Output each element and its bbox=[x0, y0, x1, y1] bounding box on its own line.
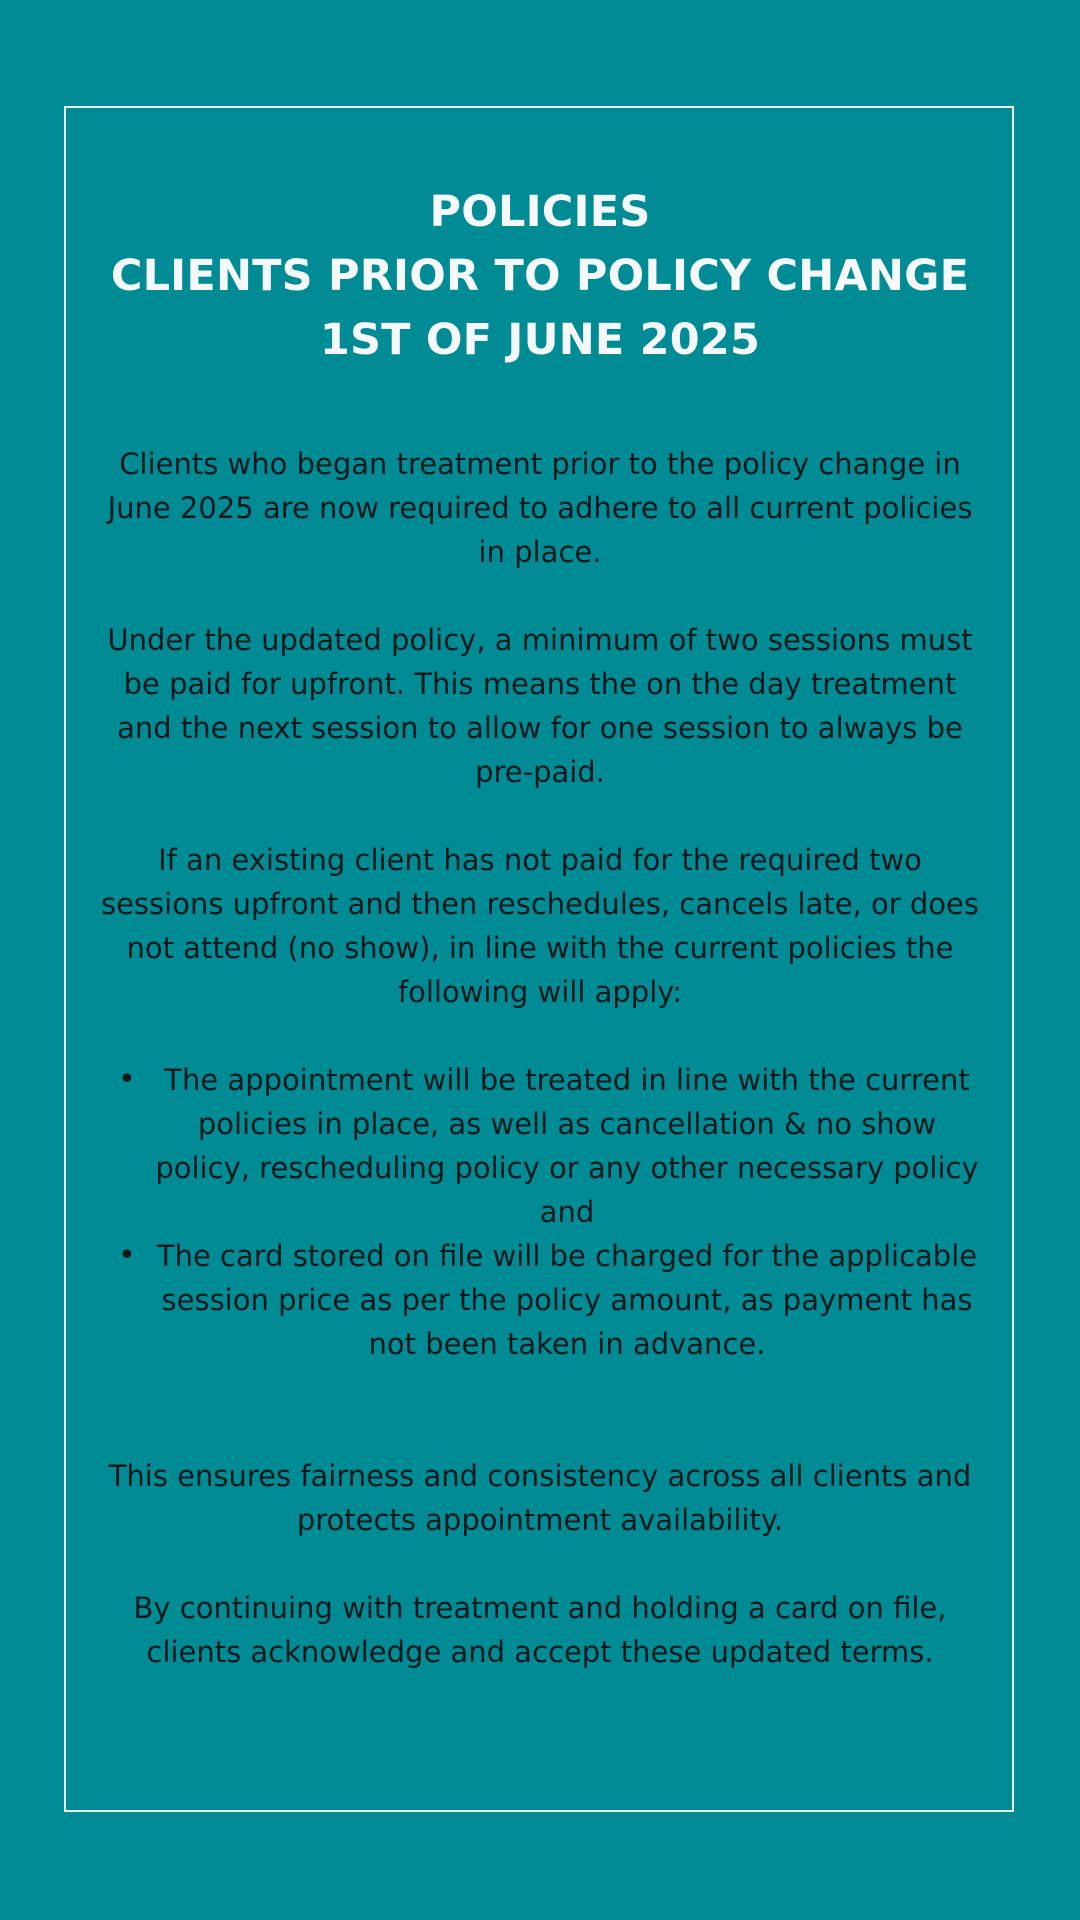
list-item bbox=[94, 1234, 986, 1366]
list-item-text: The appointment will be treated in line with the current policies in place, as well as cancellation & no show policy, rescheduling policy or any other necessary policy and bbox=[155, 1063, 979, 1229]
bullet-icon: • bbox=[118, 1238, 136, 1273]
paragraph-acknowledgement: By continuing with treatment and holding a card on file, clients acknowledge and accept these updated terms. bbox=[133, 1591, 947, 1669]
policy-body bbox=[94, 442, 986, 1718]
spacer bbox=[94, 1366, 986, 1454]
title-line-clients-prior: CLIENTS PRIOR TO POLICY CHANGE bbox=[110, 251, 970, 301]
page-title bbox=[0, 180, 1080, 372]
paragraph-adherence: Clients who began treatment prior to the policy change in June 2025 are now required to adhere to all current policies in place. bbox=[107, 447, 973, 569]
list-item-text: The card stored on file will be charged for the applicable session price as per the policy amount, as payment has not been taken in advance. bbox=[156, 1239, 978, 1361]
bullet-icon: • bbox=[118, 1062, 136, 1097]
title-line-policies: POLICIES bbox=[429, 187, 651, 237]
title-line-date: 1ST OF JUNE 2025 bbox=[319, 315, 761, 365]
paragraph-existing-client: If an existing client has not paid for the required two sessions upfront and then reschedules, cancels late, or does not attend (no show), in line with the current policies the following will apply: bbox=[100, 843, 979, 1009]
paragraph-upfront-payment: Under the updated policy, a minimum of two sessions must be paid for upfront. This means the on the day treatment and the next session to allow for one session to always be pre-paid. bbox=[107, 623, 973, 789]
list-item bbox=[94, 1058, 986, 1234]
paragraph-fairness: This ensures fairness and consistency across all clients and protects appointment availability. bbox=[108, 1459, 972, 1537]
consequence-list bbox=[94, 1058, 986, 1366]
